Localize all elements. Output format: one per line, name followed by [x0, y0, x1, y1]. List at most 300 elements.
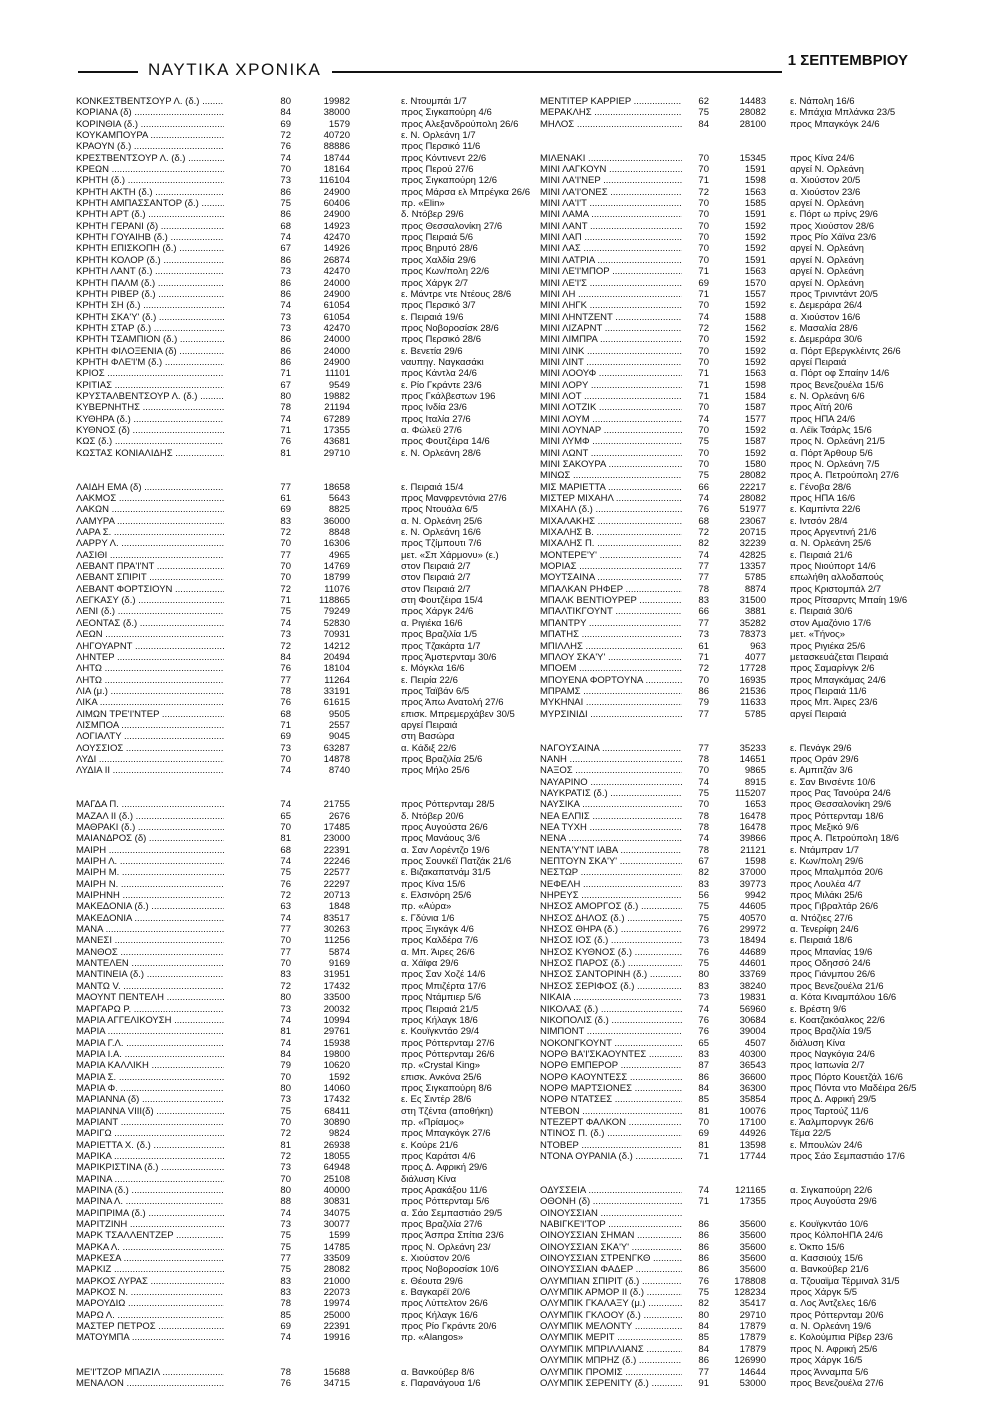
ship-row	[540, 799, 950, 810]
voyage-status: ε. Όκπο 15/6	[790, 1241, 845, 1253]
voyage-status: προς Άνναμπα 5/6	[790, 1366, 869, 1378]
voyage-status: προς Ν. Ορλεάνη 7/5	[790, 459, 880, 470]
tonnage: 51977	[739, 504, 766, 516]
tonnage: 1580	[744, 459, 766, 470]
ship-name: ΟΙΝΟΥΣΣΙΑΝ ΣΗΜΑΝ .....	[540, 1230, 682, 1241]
ship-row	[76, 198, 516, 209]
ship-row	[76, 1004, 516, 1015]
tonnage: 56960	[739, 1003, 766, 1015]
ship-row	[76, 935, 516, 946]
ship-name: ΚΡΗΤΗ ΠΑΛΜ (δ.) .....	[76, 278, 224, 289]
voyage-status: α. Πόρτ Άρθουρ 5/6	[790, 447, 873, 459]
tonnage: 26938	[323, 1139, 350, 1151]
voyage-status: α. Κότα Κιναμπάλου 16/6	[790, 992, 897, 1004]
voyage-status: α. Χιούστον 20/5	[790, 175, 861, 187]
tonnage: 38240	[739, 980, 766, 992]
voyage-status: προς Αργεντινή 21/6	[790, 527, 877, 539]
ship-name: ΝΗΣΟΣ ΣΑΝΤΟΡΙΝΗ (δ.) .....	[540, 969, 682, 980]
build-year: 72	[698, 527, 709, 539]
ship-row	[540, 924, 950, 935]
voyage-status: προς ΗΠΑ 24/6	[790, 413, 856, 425]
ship-name: ΟΛΥΜΠΙΚ ΣΕΡΕΝΙΤΥ (δ.) .....	[540, 1378, 682, 1389]
voyage-status: προς Σαμαρίνγκ 2/6	[790, 663, 875, 675]
tonnage: 19800	[323, 1048, 350, 1060]
build-year: 75	[280, 198, 291, 210]
build-year: 78	[280, 402, 291, 414]
build-year: 79	[280, 1060, 291, 1072]
ship-row	[540, 879, 950, 890]
tonnage: 24000	[323, 334, 350, 346]
ship-name: ΛΗΝΤΕΡ .....	[76, 652, 224, 663]
tonnage: 9865	[744, 765, 766, 777]
ship-name: ΚΡΙΤΙΑΣ .....	[76, 380, 224, 391]
ship-name: ΜΑΡΙΤΖΙΝΗ .....	[76, 1219, 224, 1230]
ship-row	[76, 641, 516, 652]
voyage-status: επισκ. Μπρεμερχάβεν 30/5	[401, 708, 515, 720]
ship-name: ΝΙΜΠΟΝΤ .....	[540, 1026, 682, 1037]
build-year: 70	[698, 402, 709, 414]
ship-name: ΜΑΝΤΕΛΕΝ .....	[76, 958, 224, 969]
group-spacer	[76, 777, 516, 788]
tonnage: 16935	[739, 674, 766, 686]
build-year: 70	[698, 300, 709, 312]
voyage-status: προς Χάργκ 5/5	[790, 1287, 858, 1299]
ship-name: ΜΙΝΙ ΛΗΓΚ .....	[540, 300, 682, 311]
ship-name: ΜΙΝΙ ΣΑΚΟΥΡΑ .....	[540, 459, 682, 470]
build-year: 74	[280, 413, 291, 425]
voyage-status: α. Τενερίφη 24/6	[790, 924, 859, 936]
voyage-status: στη Φουτζέιρα 15/4	[401, 595, 483, 607]
voyage-status: α. Κασσιούχ 15/6	[790, 1253, 863, 1265]
voyage-status: προς Χαλδία 29/6	[401, 254, 476, 266]
tonnage: 39773	[739, 878, 766, 890]
build-year: 69	[280, 731, 291, 743]
build-year: 81	[280, 447, 291, 459]
tonnage: 9505	[328, 708, 350, 720]
ship-row	[76, 1094, 516, 1105]
voyage-status: ε. Μπάχια Μπλάνκα 23/5	[790, 107, 896, 119]
tonnage: 11101	[324, 368, 350, 380]
tonnage: 1591	[744, 254, 766, 266]
voyage-status: προς Οδησσό 24/6	[790, 958, 871, 970]
ship-row	[540, 629, 950, 640]
build-year: 72	[280, 640, 291, 652]
ship-name: ΜΙΝΙ ΛΑΝΤ .....	[540, 221, 682, 232]
ship-row	[76, 209, 516, 220]
tonnage: 9549	[328, 379, 350, 391]
ship-row	[76, 595, 516, 606]
build-year: 71	[698, 288, 709, 300]
voyage-status: προς Ρόττερνταμ 28/5	[401, 799, 495, 811]
tonnage: 116104	[319, 175, 350, 187]
ship-row	[540, 527, 950, 538]
build-year: 70	[280, 572, 291, 584]
build-year: 76	[280, 1377, 291, 1389]
ship-name: ΜΑΡΙΑ Φ. .....	[76, 1083, 224, 1094]
ship-name: ΝΕΣΤΩΡ .....	[540, 867, 682, 878]
ship-row	[540, 686, 950, 697]
tonnage: 14483	[739, 96, 766, 107]
build-year: 70	[280, 538, 291, 550]
build-year: 74	[280, 617, 291, 629]
build-year: 75	[280, 1230, 291, 1242]
voyage-status: πρ. «Alangos»	[401, 1332, 464, 1344]
ship-name: ΚΡΗΤΗ ΡΙΒΕΡ (δ.) .....	[76, 289, 224, 300]
build-year: 85	[280, 1309, 291, 1321]
tonnage: 1592	[744, 345, 766, 357]
voyage-status: α. Ν. Ορλεάνη 25/6	[401, 515, 483, 527]
ship-row	[540, 1151, 950, 1162]
ship-row	[540, 493, 950, 504]
ship-row	[540, 436, 950, 447]
build-year: 76	[280, 663, 291, 675]
voyage-status: προς Ντουάλα 6/5	[401, 504, 478, 516]
voyage-status: μετ. «Σπ Χάρμονυ» (ε.)	[401, 549, 499, 561]
build-year: 77	[280, 481, 291, 493]
build-year: 70	[698, 1116, 709, 1128]
ship-row	[76, 266, 516, 277]
voyage-status: προς Σάο Σεμπαστιάο 17/6	[790, 1150, 905, 1162]
ship-name: ΚΡΗΤΗ ΣΗ (δ.) .....	[76, 300, 224, 311]
tonnage: 20032	[323, 1003, 350, 1015]
ship-name: ΝΕΑ ΤΥΧΗ .....	[540, 822, 682, 833]
ship-row	[76, 867, 516, 878]
ship-name: ΝΟΚΟΝΓΚΟΥΝΤ .....	[540, 1038, 682, 1049]
build-year: 74	[698, 776, 709, 788]
tonnage: 79249	[323, 606, 350, 618]
voyage-status: προς Άσπρα Σπίτια 23/6	[401, 1230, 504, 1242]
build-year: 70	[280, 1173, 291, 1185]
ship-row	[76, 516, 516, 527]
ship-name: ΜΑΡΙΑ Σ. .....	[76, 1072, 224, 1083]
group-spacer	[76, 788, 516, 799]
ship-name: ΜΑΡΚΟΣ Ν. .....	[76, 1287, 224, 1298]
tonnage: 1598	[744, 379, 766, 391]
ship-row	[76, 1219, 516, 1230]
ship-name: ΜΠΑΛΤΙΚΓΟΥΝΤ .....	[540, 606, 682, 617]
build-year: 71	[698, 175, 709, 187]
build-year: 86	[698, 685, 709, 697]
ship-row	[540, 198, 950, 209]
ship-name: ΜΑΖΑΛ ΙΙ (δ.) .....	[76, 811, 224, 822]
ship-row	[76, 527, 516, 538]
ship-row	[540, 1276, 950, 1287]
ship-name: ΜΕΝΑΛΟΝ .....	[76, 1378, 224, 1389]
build-year: 71	[698, 1150, 709, 1162]
ship-name: ΜΠΙΛΛΗΣ .....	[540, 641, 682, 652]
build-year: 76	[698, 946, 709, 958]
ship-row	[76, 538, 516, 549]
issue-date: 1 ΣΕΠΤΕΜΒΡΙΟΥ	[787, 52, 908, 69]
ship-row	[540, 380, 950, 391]
ship-row	[76, 697, 516, 708]
build-year: 77	[280, 1253, 291, 1265]
ship-name: ΟΛΥΜΠΙΚ ΓΚΑΛΑΞΥ (μ.) .....	[540, 1298, 682, 1309]
ship-name: ΚΡΗΤΗ ΓΟΥΑΙΗΒ (δ.) .....	[76, 232, 224, 243]
voyage-status: προς Ντάμπιερ 5/6	[401, 992, 482, 1004]
tonnage: 5643	[328, 493, 350, 505]
ship-row	[540, 368, 950, 379]
build-year: 70	[698, 424, 709, 436]
ship-row	[76, 584, 516, 595]
tonnage: 1562	[744, 322, 766, 334]
ship-row	[540, 482, 950, 493]
build-year: 91	[698, 1377, 709, 1389]
voyage-status: α. Πόρτ οφ Σπαίην 14/6	[790, 368, 890, 380]
build-year: 84	[698, 1321, 709, 1333]
build-year: 74	[698, 1003, 709, 1015]
ship-row	[540, 833, 950, 844]
tonnage: 22246	[323, 856, 350, 868]
ship-name: ΜΠΡΑΜΣ .....	[540, 686, 682, 697]
voyage-status: ε. Βρέστη 9/6	[790, 1003, 847, 1015]
tonnage: 35600	[739, 1264, 766, 1276]
ship-name: ΜΑΡΙΝΑ (δ.) .....	[76, 1185, 224, 1196]
ship-row	[76, 323, 516, 334]
build-year: 71	[280, 424, 291, 436]
tonnage: 28082	[739, 493, 766, 505]
ship-row	[540, 743, 950, 754]
ship-name: ΜΙΝΙ ΛΟΤΖΙΚ .....	[540, 402, 682, 413]
tonnage: 36543	[739, 1060, 766, 1072]
voyage-status: προς Μπ. Άιρες 23/6	[790, 697, 878, 709]
ship-name: ΜΑΡΙΚΑ .....	[76, 1151, 224, 1162]
ship-name: ΜΙΝΙ ΛΟΥΝΑΡ .....	[540, 425, 682, 436]
tonnage: 15345	[739, 152, 766, 164]
tonnage: 34715	[323, 1377, 350, 1389]
build-year: 73	[280, 266, 291, 278]
ship-row	[540, 901, 950, 912]
ship-name: ΜΑΝΕΣΙ .....	[76, 935, 224, 946]
voyage-status: προς Βενεζουέλα 27/6	[790, 1377, 884, 1389]
tonnage: 1848	[328, 901, 350, 913]
build-year: 66	[698, 606, 709, 618]
ship-row	[540, 1253, 950, 1264]
tonnage: 29710	[323, 447, 350, 459]
build-year: 74	[280, 856, 291, 868]
ship-row	[76, 686, 516, 697]
build-year: 77	[280, 549, 291, 561]
ship-name: ΜΙΧΑΛΗΣ Π. .....	[540, 538, 682, 549]
tonnage: 19974	[323, 1298, 350, 1310]
ship-name: ΛΕΩΝ .....	[76, 629, 224, 640]
build-year: 70	[280, 561, 291, 573]
ship-name: ΜΑΚΕΔΟΝΙΑ (δ.) .....	[76, 901, 224, 912]
build-year: 75	[280, 1105, 291, 1117]
voyage-status: προς Θεσσαλονίκη 29/6	[790, 799, 892, 811]
ship-name: ΜΑΡΚΑ Λ. .....	[76, 1242, 224, 1253]
tonnage: 40000	[323, 1185, 350, 1196]
ship-row	[76, 130, 516, 141]
voyage-status: μετ. «Τήνος»	[790, 629, 846, 641]
voyage-status: δ. Ντόβερ 20/6	[401, 810, 464, 822]
ship-row	[76, 561, 516, 572]
voyage-status: προς Δ. Αφρική 29/6	[401, 1162, 488, 1174]
build-year: 72	[698, 322, 709, 334]
build-year: 84	[698, 1343, 709, 1355]
voyage-status: α. Λος Άντζελες 16/6	[790, 1298, 877, 1310]
build-year: 78	[698, 583, 709, 595]
ship-row	[540, 561, 950, 572]
ship-name: ΟΛΥΜΠΙΚ ΜΕΡΙΤ .....	[540, 1332, 682, 1343]
build-year: 74	[280, 765, 291, 777]
build-year: 77	[280, 924, 291, 936]
tonnage: 17879	[739, 1343, 766, 1355]
ship-row	[76, 1060, 516, 1071]
ship-name: ΛΥΔΙΑ ΙΙ .....	[76, 765, 224, 776]
ship-row	[540, 119, 950, 130]
voyage-status: προς Ρίο Χάϊνα 23/6	[790, 232, 877, 244]
voyage-status: προς Αϊτή 20/6	[790, 402, 853, 414]
ship-row	[540, 572, 950, 583]
voyage-status: ε. Χιούστον 20/6	[401, 1253, 471, 1265]
voyage-status: ε. Ν. Ορλεάνη 1/7	[401, 130, 476, 142]
voyage-status: ε. Ες Σιντέρ 28/6	[401, 1094, 472, 1106]
ship-row	[540, 1004, 950, 1015]
build-year: 74	[280, 799, 291, 811]
ship-name: ΚΡΕΣΤΒΕΝΤΣΟΥΡ Λ. (δ.) .....	[76, 153, 224, 164]
build-year: 77	[698, 708, 709, 720]
tonnage: 19982	[323, 96, 350, 107]
build-year: 81	[698, 1139, 709, 1151]
build-year: 76	[280, 436, 291, 448]
ship-name: ΜΑΙΑΝΔΡΟΣ (δ) .....	[76, 833, 224, 844]
tonnage: 16306	[323, 538, 350, 550]
ship-name: ΟΙΝΟΥΣΣΙΑΝ ΣΤΡΕΝΓΚΘ .....	[540, 1253, 682, 1264]
voyage-status: προς Μπιζέρτα 17/6	[401, 980, 486, 992]
voyage-status: ε. Μασαλία 28/6	[790, 322, 858, 334]
voyage-status: αργεί Ν. Ορλεάνη	[790, 277, 864, 289]
ship-name: ΝΕΝΑ .....	[540, 833, 682, 844]
build-year: 70	[280, 1116, 291, 1128]
voyage-status: προς Ιταλία 27/6	[401, 413, 471, 425]
ship-row	[540, 187, 950, 198]
build-year: 82	[698, 867, 709, 879]
ship-row	[76, 357, 516, 368]
build-year: 62	[698, 96, 709, 107]
voyage-status: προς Άμστερνταμ 30/6	[401, 651, 497, 663]
voyage-status: ε. Πενάγκ 29/6	[790, 742, 852, 754]
voyage-status: προς Κων/πολη 22/6	[401, 266, 490, 278]
build-year: 73	[280, 629, 291, 641]
build-year: 74	[280, 152, 291, 164]
tonnage: 35600	[739, 1241, 766, 1253]
ship-name: ΜΟΝΤΕΡΕ'Υ' .....	[540, 550, 682, 561]
voyage-status: προς Ρόττερνταμ 5/6	[401, 1196, 490, 1208]
ship-row	[76, 1151, 516, 1162]
tonnage: 21121	[740, 844, 766, 856]
ship-row	[540, 811, 950, 822]
ship-row	[76, 1276, 516, 1287]
build-year: 72	[280, 980, 291, 992]
tonnage: 1591	[744, 209, 766, 221]
ship-row	[540, 1196, 950, 1207]
voyage-status: ε. Βιζακαπατνάμ 31/5	[401, 867, 491, 879]
ship-name: ΛΑΡΡΥ Λ. .....	[76, 538, 224, 549]
ship-name: ΛΑΚΩΝ .....	[76, 504, 224, 515]
ship-row	[540, 675, 950, 686]
ship-row	[540, 754, 950, 765]
tonnage: 14769	[323, 561, 350, 573]
tonnage: 63287	[323, 742, 350, 754]
tonnage: 1587	[744, 436, 766, 448]
ship-row	[76, 675, 516, 686]
build-year: 72	[280, 1128, 291, 1140]
tonnage: 37000	[739, 867, 766, 879]
tonnage: 42470	[323, 266, 350, 278]
build-year: 81	[280, 1139, 291, 1151]
tonnage: 1592	[744, 300, 766, 312]
tonnage: 39004	[739, 1026, 766, 1038]
tonnage: 28082	[323, 1264, 350, 1276]
ship-name: ΜΕΡΑΚΛΗΣ .....	[540, 107, 682, 118]
build-year: 76	[280, 697, 291, 709]
build-year: 71	[698, 390, 709, 402]
build-year: 71	[280, 595, 291, 607]
voyage-status: ε. Ιντσόν 28/4	[790, 515, 848, 527]
voyage-status: α. Βανκούβερ 21/6	[790, 1264, 869, 1276]
build-year: 87	[698, 1060, 709, 1072]
ship-row	[76, 1015, 516, 1026]
ship-name: ΚΡΗΤΗ ΑΜΠΑΣΣΑΝΤΟΡ (δ.) .....	[76, 198, 224, 209]
tonnage: 33191	[323, 685, 350, 697]
ship-row	[540, 845, 950, 856]
voyage-status: ε. Ντάμπραν 1/7	[790, 844, 860, 856]
build-year: 84	[280, 107, 291, 119]
voyage-status: προς Κίνα 24/6	[790, 152, 855, 164]
ship-row	[76, 380, 516, 391]
build-year: 77	[280, 946, 291, 958]
ship-row	[540, 346, 950, 357]
voyage-status: προς Μεξικό 9/6	[790, 822, 859, 833]
voyage-status: προς Ρίτσαρντς Μπαίη 19/6	[790, 595, 908, 607]
voyage-status: προς Γιβραλτάρ 26/6	[790, 901, 879, 913]
voyage-status: προς Αυγούστα 26/6	[401, 822, 488, 833]
ship-row	[540, 1298, 950, 1309]
voyage-status: α. Φώλεϋ 27/6	[401, 424, 462, 436]
build-year: 74	[698, 413, 709, 425]
ship-name: ΝΤΟΝΑ ΟΥΡΑΝΙΑ (δ.) .....	[540, 1151, 682, 1162]
voyage-status: προς Κίνα 15/6	[401, 878, 466, 890]
ship-name: ΜΠΑΤΗΣ .....	[540, 629, 682, 640]
build-year: 68	[698, 515, 709, 527]
voyage-status: ε. Μάντρε ντε Ντέους 28/6	[401, 288, 512, 300]
ship-row	[76, 1083, 516, 1094]
ship-row	[540, 856, 950, 867]
tonnage: 18799	[323, 572, 350, 584]
tonnage: 14060	[323, 1082, 350, 1094]
tonnage: 1592	[744, 220, 766, 232]
build-year: 74	[280, 912, 291, 924]
ship-name: ΟΙΝΟΥΣΣΙΑΝ ΦΑΔΕΡ .....	[540, 1264, 682, 1275]
ship-name: ΜΙΝΙ ΛΑΜΑ .....	[540, 209, 682, 220]
voyage-status: προς Καράτσι 4/6	[401, 1150, 476, 1162]
ship-row	[540, 1083, 950, 1094]
ship-name: ΜΑΡΙΝΑ Λ. .....	[76, 1196, 224, 1207]
ship-name: ΟΛΥΜΠΙΚ ΜΠΡΗΖ (δ.) .....	[540, 1355, 682, 1366]
ship-name: ΜΑΙΡΗ Μ. .....	[76, 867, 224, 878]
voyage-status: προς Μανάους 3/6	[401, 833, 481, 845]
ship-name: ΜΑΓΔΑ Π. .....	[76, 799, 224, 810]
ship-row	[540, 709, 950, 720]
ship-row	[540, 402, 950, 413]
build-year: 77	[698, 742, 709, 754]
ship-name: ΜΙΝΙ ΛΙΝΤ .....	[540, 357, 682, 368]
ship-row	[540, 232, 950, 243]
build-year: 72	[280, 527, 291, 539]
ship-row	[540, 164, 950, 175]
ship-row	[540, 867, 950, 878]
